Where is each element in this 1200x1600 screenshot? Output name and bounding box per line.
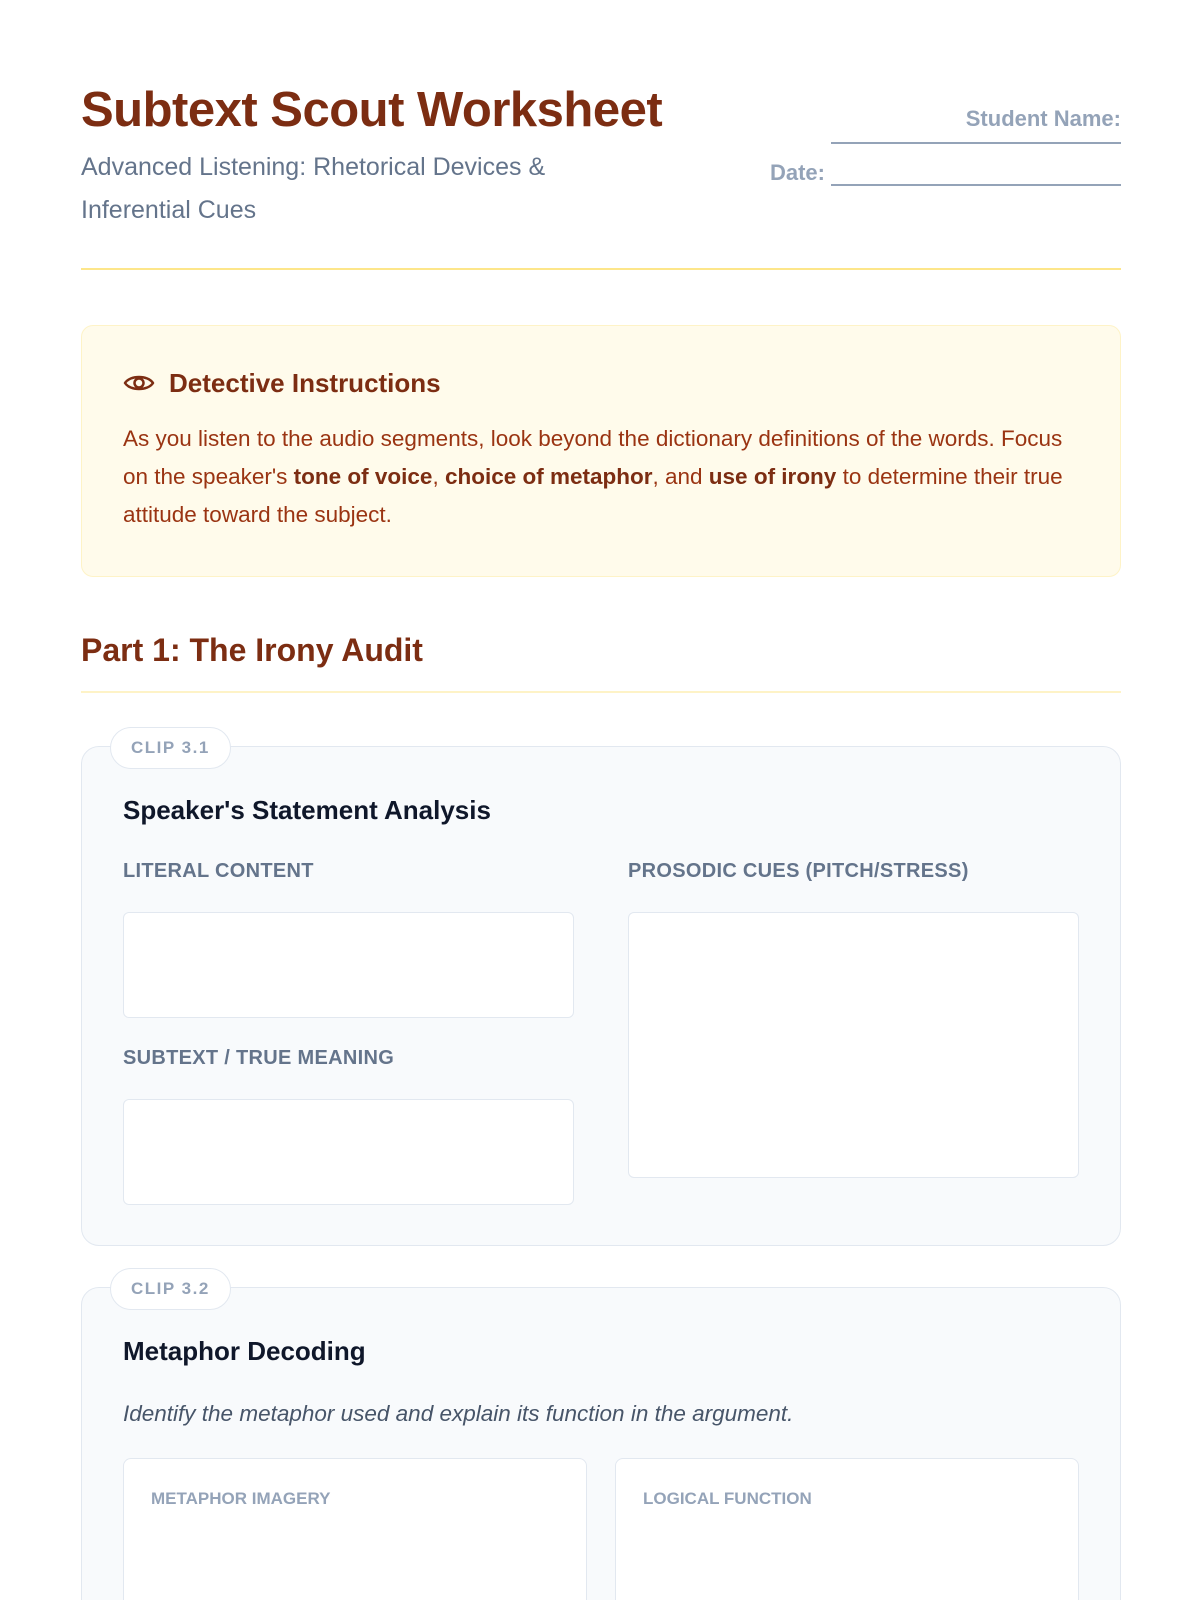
metaphor-imagery-label: METAPHOR IMAGERY bbox=[151, 1489, 331, 1508]
page-subtitle: Advanced Listening: Rhetorical Devices & Inferential Cues bbox=[81, 153, 546, 224]
divider bbox=[81, 691, 1121, 693]
card-title: Metaphor Decoding bbox=[123, 1336, 366, 1366]
subtext-field[interactable] bbox=[123, 1099, 574, 1205]
prosodic-cues-field[interactable] bbox=[628, 912, 1079, 1178]
logical-function-label: LOGICAL FUNCTION bbox=[643, 1489, 812, 1508]
student-name-label: Student Name: bbox=[965, 106, 1121, 131]
instructions-text-part: As you listen to the audio segments, look beyond the dictionary definitions of the words. Focus on the speaker's bbox=[123, 426, 1063, 489]
instructions-box bbox=[81, 325, 1121, 577]
part-1-title: Part 1: The Irony Audit bbox=[81, 632, 423, 668]
clip-3-1-card bbox=[81, 738, 1121, 1246]
instructions-text-part: , and bbox=[652, 464, 709, 489]
eye-icon bbox=[123, 372, 155, 394]
clip-tag: CLIP 3.2 bbox=[110, 1268, 231, 1310]
emphasis-metaphor: choice of metaphor bbox=[444, 464, 653, 489]
subtext-label: SUBTEXT / TRUE MEANING bbox=[123, 1047, 395, 1069]
emphasis-tone: tone of voice bbox=[293, 464, 433, 489]
instructions-text-part: , bbox=[432, 464, 445, 489]
emphasis-irony: use of irony bbox=[708, 464, 837, 489]
worksheet-header bbox=[81, 82, 1121, 270]
date-row bbox=[701, 160, 1121, 186]
page-title: Subtext Scout Worksheet bbox=[81, 83, 663, 137]
literal-content-field[interactable] bbox=[123, 912, 574, 1018]
logical-function-field[interactable] bbox=[615, 1458, 1079, 1600]
instructions-heading: Detective Instructions bbox=[169, 367, 441, 398]
metaphor-imagery-field[interactable] bbox=[123, 1458, 587, 1600]
instructions-heading-row bbox=[123, 368, 1079, 398]
student-name-field[interactable] bbox=[701, 140, 1121, 144]
student-meta bbox=[701, 102, 1121, 186]
prosodic-cues-label: PROSODIC CUES (PITCH/STRESS) bbox=[628, 860, 969, 882]
instructions-text-part: to determine their true attitude toward the subject. bbox=[123, 464, 1063, 527]
card-title: Speaker's Statement Analysis bbox=[123, 795, 491, 825]
instructions-text bbox=[123, 420, 1079, 534]
date-field[interactable] bbox=[831, 184, 1121, 186]
metaphor-instruction: Identify the metaphor used and explain its function in the argument. bbox=[123, 1401, 794, 1426]
literal-content-label: LITERAL CONTENT bbox=[123, 860, 314, 882]
clip-3-2-card bbox=[81, 1279, 1121, 1600]
clip-tag: CLIP 3.1 bbox=[110, 727, 231, 769]
date-label: Date: bbox=[769, 160, 825, 185]
